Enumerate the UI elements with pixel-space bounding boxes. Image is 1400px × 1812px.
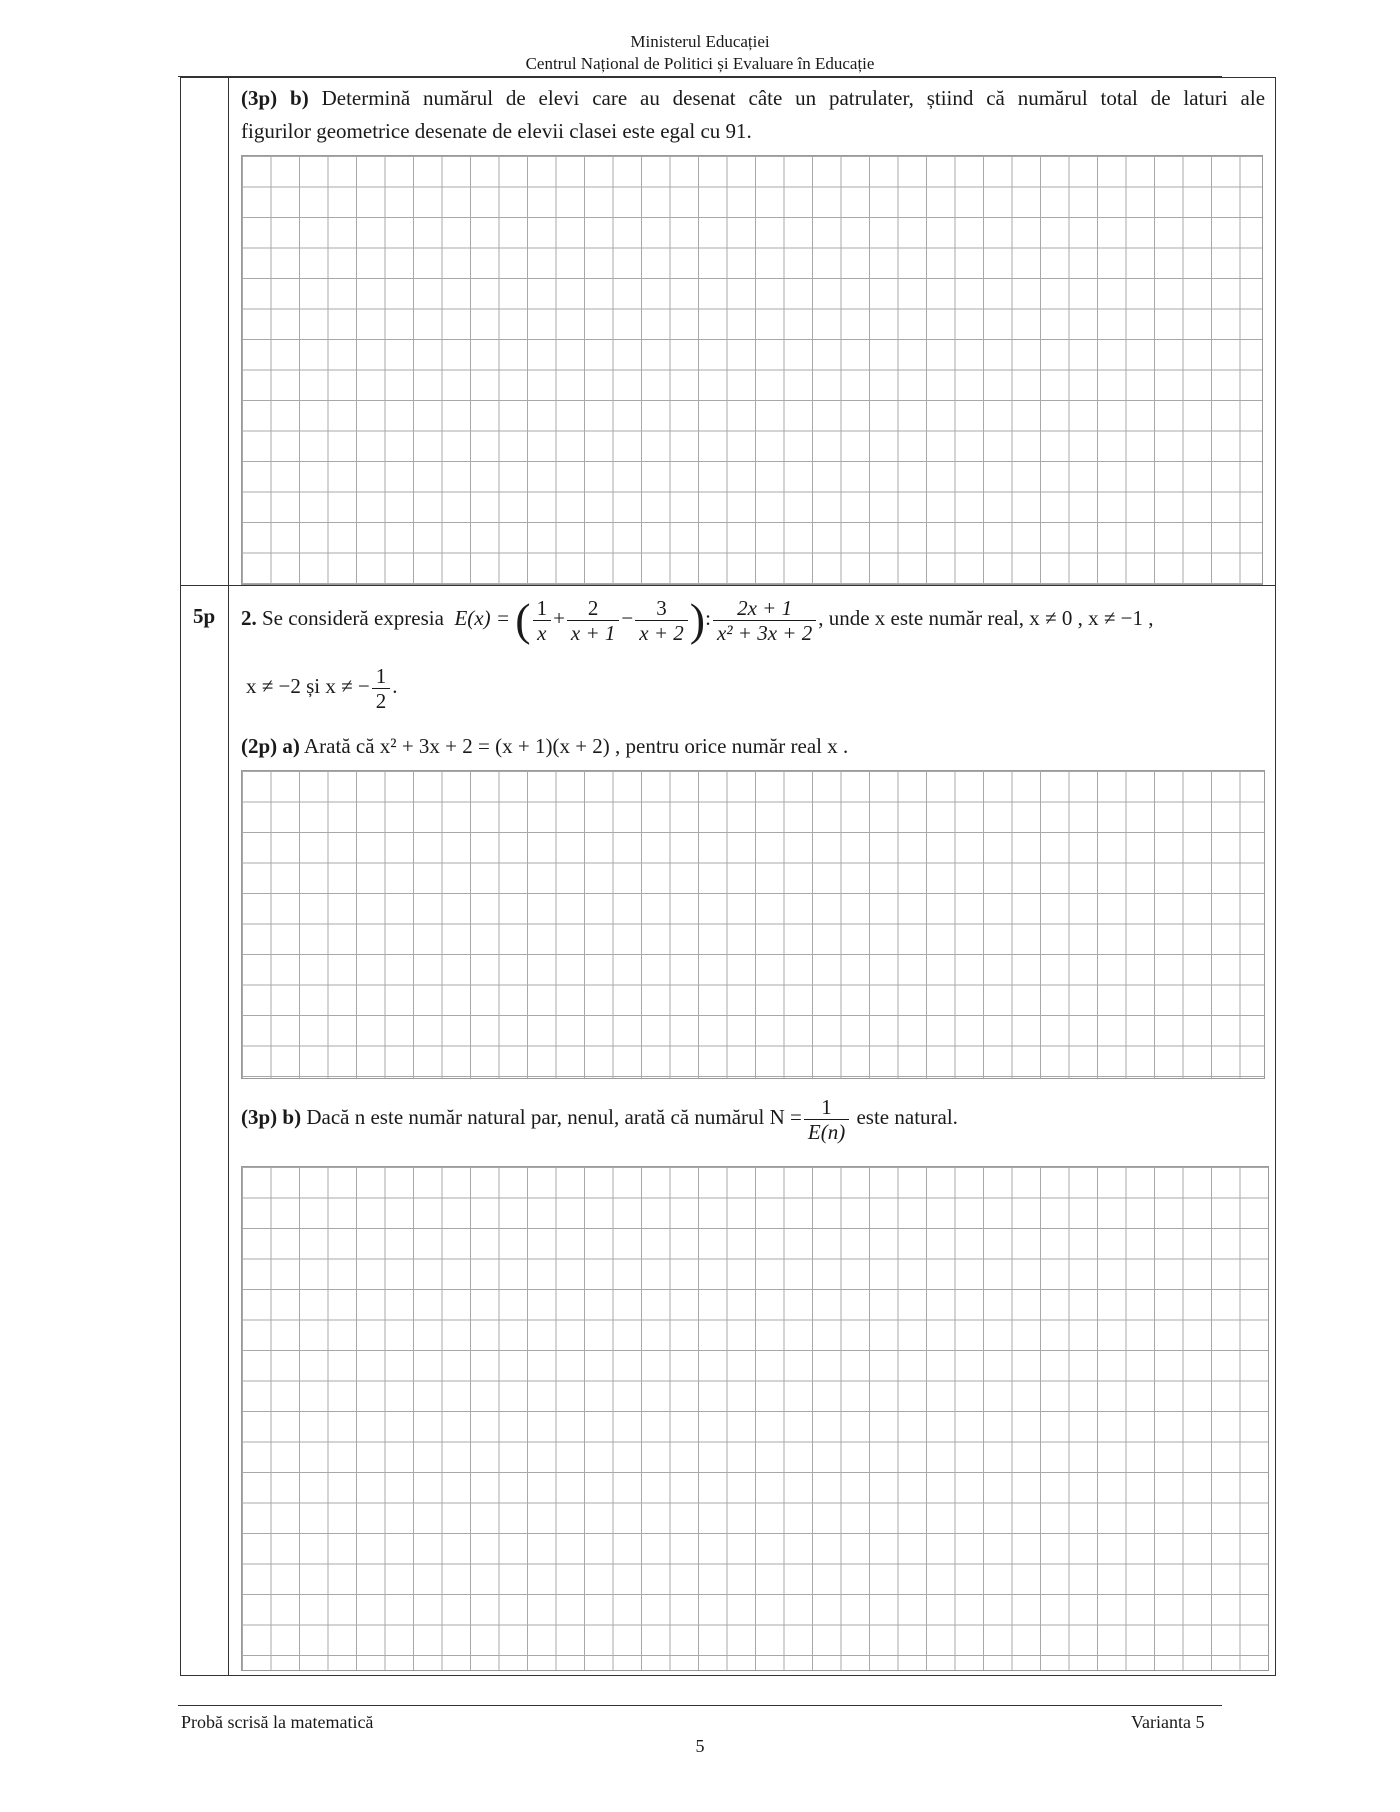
question-b2 [241,1089,958,1145]
exercise-conditions: , unde x este număr real, x ≠ 0 , x ≠ −1 , [818,606,1154,630]
division-sign: : [705,606,711,630]
fraction-3: $\frac{3}{x + 2}$ [635,596,688,645]
question-a [241,730,848,763]
condition-start: x ≠ −2 și x ≠ − [246,674,370,698]
answer-grid-b1[interactable] [241,155,1263,585]
exercise2-statement: 2. Se consideră expresia E(x) = ( $\frac{1}{x}$ + $\frac{2}{x + 1}$ − $\frac{3}{x + 2}$ ): $\frac{2x + 1}{\text{x² + 3x + 2}}$ , unde x este număr real, x ≠ 0 , x ≠ −1 , [241,594,1154,646]
fraction-2: $\frac{2}{x + 1}$ [567,596,620,645]
fraction-1: $\frac{1}{x}$ [533,596,552,645]
header-ministry: Ministerul Educației [630,32,770,51]
question-text: Arată că x² + 3x + 2 = (x + 1)(x + 2) , pentru orice număr real x . [304,734,849,758]
points-label: (2p) [241,734,278,758]
question-b1-line1 [241,82,1265,115]
exercise-intro: Se consideră expresia [262,606,444,630]
part-letter: b) [282,1105,302,1129]
right-paren: ) [689,594,706,646]
header-center: Centrul Național de Politici și Evaluare în Educație [525,54,875,73]
exercise-number: 2. [241,606,257,630]
question-b1-line2: figurilor geometrice desenate de elevii clasei este egal cu 91. [241,119,752,143]
question-text: Determină numărul de elevi care au desenat câte un patrulater, știind că numărul total de laturi ale [321,86,1266,110]
score-label: 5p [193,604,216,628]
part-letter: b) [290,86,309,110]
n-fraction: $\frac{1}{E(n)}$ [804,1095,849,1144]
footer-variant: Varianta 5 [1131,1712,1205,1732]
row-divider [180,585,1276,586]
footer-rule [178,1705,1222,1706]
fraction-4: $\frac{2x + 1}{\text{x² + 3x + 2}}$ [713,596,816,645]
score-column-divider [228,77,229,1676]
condition-fraction: $\frac{1}{2}$ [372,664,391,713]
points-label: (3p) [241,1105,278,1129]
question-text-end: este natural. [856,1105,958,1129]
page-number: 5 [695,1736,705,1756]
points-label: (3p) [241,86,278,110]
part-letter: a) [282,734,300,758]
answer-grid-a[interactable] [241,770,1265,1079]
footer-exam-title: Probă scrisă la matematică [181,1712,374,1732]
question-text: Dacă n este număr natural par, nenul, arată că numărul N = [306,1105,802,1129]
left-paren: ( [515,594,531,646]
expression-lhs: E(x) = [454,606,510,630]
answer-grid-b2[interactable] [241,1166,1269,1671]
condition-end: . [392,674,398,698]
exercise2-conditions-line2 [246,658,398,714]
